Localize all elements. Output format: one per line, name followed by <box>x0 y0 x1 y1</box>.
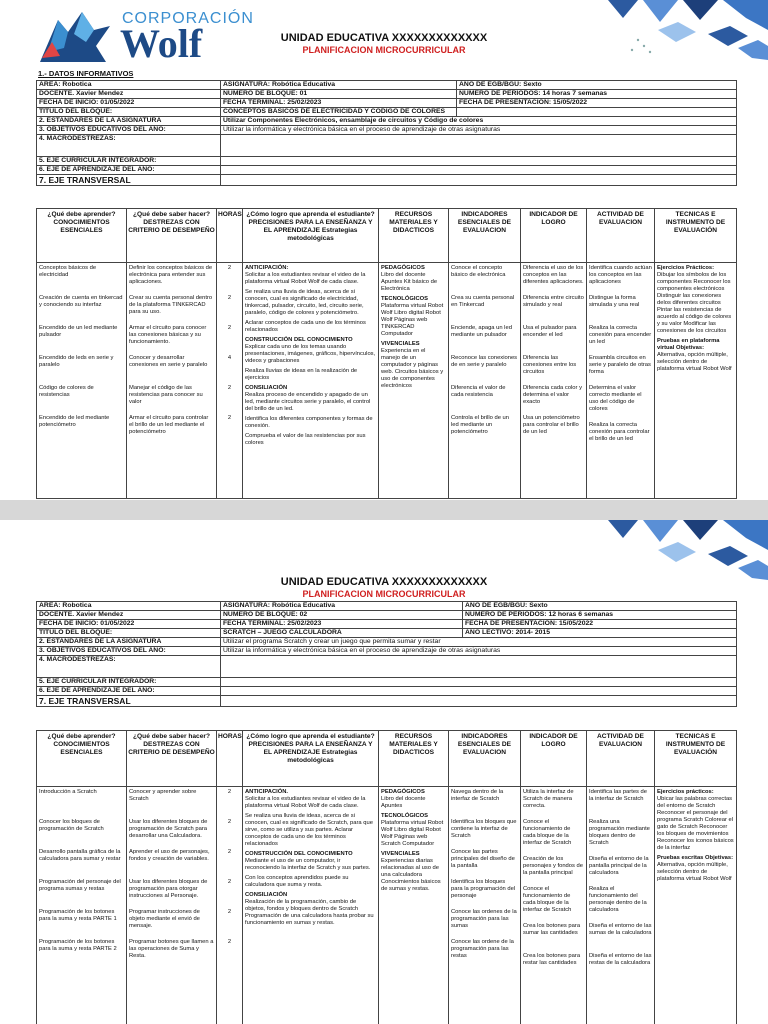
logro-cell <box>521 787 587 1024</box>
header-actividad: ACTIVIDAD DE EVALUACION <box>587 209 655 263</box>
indicadores-cell <box>449 787 521 1024</box>
precisiones-cell <box>243 787 379 1024</box>
list-item: Introducción a Scratch <box>39 789 97 795</box>
section-heading: VIVENCIALES <box>381 851 420 857</box>
estandares-value: Utilizar Componentes Electrónicos, ensamblaje de circuitos y Código de colores <box>221 117 737 126</box>
paragraph: Comprueba el valor de las resistencias por sus colores <box>245 433 366 446</box>
macrodestrezas-label: 4. MACRODESTREZAS: <box>37 135 221 157</box>
list-item: Navega dentro de la interfaz de Scratch <box>451 789 504 802</box>
header-recursos: RECURSOS MATERIALES Y DIDACTICOS <box>379 209 449 263</box>
bloque-cell: NÚMERO DE BLOQUE: 01 <box>221 90 457 99</box>
eje-integrador-label: 5. EJE CURRICULAR INTEGRADOR: <box>37 157 221 166</box>
paragraph: Solicitar a los estudiantes revisar el video de la plataforma virtual Robot Wolf de cada clase. <box>245 796 366 809</box>
paragraph: Realiza proceso de encendido y apagado de un led, mediante circuitos serie y paralelo, el control del brillo de un led. <box>245 392 371 412</box>
paragraph: Alternativa, opción múltiple, selección dentro de plataforma virtual Robot Wolf <box>657 352 732 372</box>
paragraph: Solicitar a los estudiantes revisar el video de la plataforma virtual Robot Wolf de cada clase. <box>245 272 366 285</box>
destrezas-cell <box>127 787 217 1024</box>
list-item: Utiliza la interfaz de Scratch de manera correcta. <box>523 789 574 809</box>
datos-informativos-label: 1.- DATOS INFORMATIVOS <box>38 69 134 78</box>
eje-integrador-value <box>221 678 737 687</box>
paragraph: Realización de la programación, cambio de objetos, fondos y bloques dentro de Scratch Programación de una calculadora hasta probar su funcionamiento en sumas y restas. <box>245 899 374 926</box>
section-heading: Ejercicios Prácticos: <box>657 265 715 271</box>
list-item: Diseña el entorno de las restas de la calculadora <box>589 953 652 966</box>
macrodestrezas-value <box>221 135 737 157</box>
list-item: Crea los botones para restar las cantidades <box>523 953 581 966</box>
objetivos-value: Utilizar la informática y electrónica básica en el proceso de aprendizaje de otras asignaturas <box>221 647 737 656</box>
section-heading: CONSTRUCCIÓN DEL CONOCIMIENTO <box>245 851 353 857</box>
header-precisiones: ¿Cómo logro que aprenda el estudiante? PRECISIONES PARA LA ENSEÑANZA Y EL APRENDIZAJE Estrategias metodológicas <box>243 209 379 263</box>
eje-transversal-value <box>221 175 737 186</box>
planning-subtitle: PLANIFICACION MICROCURRICULAR <box>302 589 466 599</box>
indicadores-cell <box>449 263 521 499</box>
tecnicas-cell <box>655 263 737 499</box>
list-item: Diferencia el uso de los conceptos en las diferentes aplicaciones. <box>523 265 584 285</box>
hours-value: 2 <box>227 325 232 331</box>
paragraph: Plataforma virtual Robot Wolf Libro digital Robot Wolf Páginas web Scratch Computador <box>381 820 444 847</box>
list-item: Identifica los bloques para la programación del personaje <box>451 879 516 899</box>
header-horas: HORAS <box>217 731 243 787</box>
hours-value: 2 <box>227 819 232 825</box>
info-table <box>36 80 737 186</box>
list-item: Determina el valor correcto mediante el uso del código de colores <box>589 385 642 412</box>
header-precisiones: ¿Cómo logro que aprenda el estudiante? PRECISIONES PARA LA ENSEÑANZA Y EL APRENDIZAJE Estrategias metodológicas <box>243 731 379 787</box>
presentacion-cell: FECHA DE PRESENTACIÓN: 15/05/2022 <box>463 620 737 629</box>
list-item: Armar el circuito para controlar el brillo de un led mediante el potenciómetro <box>129 415 209 435</box>
list-item: Armar el circuito para conocer las conexiones básicas y su funcionamiento. <box>129 325 207 345</box>
header-conocimientos: ¿Qué debe aprender? CONOCIMIENTOS ESENCIALES <box>37 209 127 263</box>
list-item: Creación de cuenta en tinkercad y conociendo su interfaz <box>39 295 123 308</box>
header-actividad: ACTIVIDAD DE EVALUACION <box>587 731 655 787</box>
list-item: Crear su cuenta personal dentro de la plataforma TINKERCAD para su uso. <box>129 295 213 315</box>
list-item: Usa el pulsador para encender el led <box>523 325 577 338</box>
list-item: Creación de los personajes y fondos de la pantalla principal <box>523 856 583 876</box>
area-cell: AREA: Robotica <box>37 602 221 611</box>
section-heading: Ejercicios prácticos: <box>657 789 714 795</box>
list-item: Código de colores de resistencias <box>39 385 94 398</box>
logro-cell <box>521 263 587 499</box>
list-item: Identifica los bloques que contiene la interfaz de Scratch <box>451 819 517 839</box>
logo-wolf-text: Wolf <box>120 21 203 66</box>
anio-cell: AÑO DE EGB/BGU: Sexto <box>463 602 737 611</box>
list-item: Crea los botones para sumar las cantidades <box>523 923 581 936</box>
list-item: Enciende, apaga un led mediante un pulsador <box>451 325 512 338</box>
header-tecnicas: TECNICAS E INSTRUMENTO DE EVALUACIÓN <box>655 209 737 263</box>
extra-cell <box>457 108 737 117</box>
list-item: Diferencia entre circuito simulado y real <box>523 295 584 308</box>
list-item: Conocer y desarrollar conexiones en serie y paralelo <box>129 355 208 368</box>
section-heading: Pruebas escritas Objetivas: <box>657 855 734 861</box>
conocimientos-cell <box>37 787 127 1024</box>
paragraph: Identifica los diferentes componentes y formas de conexión. <box>245 416 373 429</box>
estandares-label: 2. ESTANDARES DE LA ASIGNATURA <box>37 117 221 126</box>
list-item: Conoce las partes principales del diseño de la pantalla <box>451 849 515 869</box>
header-indicadores: INDICADORES ESENCIALES DE EVALUACION <box>449 731 521 787</box>
list-item: Conoce las ordenes de la programación para las sumas <box>451 909 517 929</box>
hours-value: 4 <box>227 355 232 361</box>
hours-value: 2 <box>227 909 232 915</box>
paragraph: Dibujar los símbolos de los componentes Reconocer los componentes electrónicos Distinguir las conexiones delos diferentes circuitos Pintar las resistencias de acuerdo al código de colores y su valor Modificar las conexiones de los circuitos <box>657 272 732 334</box>
planning-table <box>36 208 737 499</box>
asignatura-cell: ASIGNATURA: Robótica Educativa <box>221 602 463 611</box>
hours-value: 2 <box>227 789 232 795</box>
eje-aprendizaje-value <box>221 687 737 696</box>
header-indicadores: INDICADORES ESENCIALES DE EVALUACION <box>449 209 521 263</box>
list-item: Realiza la correcta conexión para encender un led <box>589 325 652 345</box>
paragraph: Se realiza una lluvia de ideas, acerca de si conocen, cual es significado de electricidad, tinkercad, pulsador, circuito, led, circuito serie, paralelo, código de colores y potenciómetro. <box>245 289 364 316</box>
section-heading: CONSTRUCCIÓN DEL CONOCIMIENTO <box>245 337 353 343</box>
list-item: Programación del personaje del programa sumas y restas <box>39 879 121 892</box>
header-destrezas: ¿Qué debe saber hacer? DESTREZAS CON CRITERIO DE DESEMPEÑO <box>127 731 217 787</box>
info-table <box>36 601 737 707</box>
docente-cell: DOCENTE. Xavier Mendez <box>37 90 221 99</box>
section-heading: PEDAGÓGICOS <box>381 789 425 795</box>
actividad-cell <box>587 263 655 499</box>
estandares-value: Utilizar el programa Scratch y crear un juego que permita sumar y restar <box>221 638 737 647</box>
inicio-cell: FECHA DE INICIO: 01/05/2022 <box>37 620 221 629</box>
section-heading: TECNOLÓGICOS <box>381 296 429 302</box>
paragraph: Aclarar conceptos de cada uno de los términos relacionados <box>245 320 366 333</box>
header-horas: HORAS <box>217 209 243 263</box>
list-item: Diferencia el valor de cada resistencia <box>451 385 506 398</box>
bloque-cell: NÚMERO DE BLOQUE: 02 <box>221 611 463 620</box>
planning-subtitle: PLANIFICACION MICROCURRICULAR <box>302 45 466 55</box>
asignatura-cell: ASIGNATURA: Robótica Educativa <box>221 81 457 90</box>
list-item: Definir los conceptos básicos de electrónica para entender sus aplicaciones. <box>129 265 213 285</box>
eje-integrador-label: 5. EJE CURRICULAR INTEGRADOR: <box>37 678 221 687</box>
school-title: UNIDAD EDUCATIVA XXXXXXXXXXXXX <box>280 32 488 44</box>
inicio-cell: FECHA DE INICIO: 01/05/2022 <box>37 99 221 108</box>
list-item: Encendido de un led mediante pulsador <box>39 325 118 338</box>
estandares-label: 2. ESTANDARES DE LA ASIGNATURA <box>37 638 221 647</box>
recursos-cell <box>379 263 449 499</box>
tecnicas-cell <box>655 787 737 1024</box>
paragraph: Experiencia en el manejo de un computador y páginas web. Circuitos básicos y uso de componentes electrónicos <box>381 348 444 389</box>
header-logro: INDICADOR DE LOGRO <box>521 209 587 263</box>
eje-aprendizaje-value <box>221 166 737 175</box>
actividad-cell <box>587 787 655 1024</box>
section-heading: ANTICIPACIÓN: <box>245 265 289 271</box>
page-separator <box>0 500 768 520</box>
paragraph: Realiza lluvias de ideas en la realización de ejercicios <box>245 368 358 381</box>
paragraph: Libro del docente Apuntes Kit básico de Electrónica <box>381 272 438 292</box>
paragraph: Con los conceptos aprendidos puede su calculadora que suma y resta. <box>245 875 349 888</box>
eje-transversal-label: 7. EJE TRANSVERSAL <box>37 696 221 707</box>
objetivos-label: 3. OBJETIVOS EDUCATIVOS DEL AÑO: <box>37 126 221 135</box>
list-item: Distingue la forma simulada y una real <box>589 295 640 308</box>
list-item: Identifica las partes de la interfaz de Scratch <box>589 789 648 802</box>
paragraph: Mediante el uso de un computador, ir reconociendo la interfaz de Scratch y sus partes. <box>245 858 371 871</box>
titulo-label: TÍTULO DEL BLOQUE: <box>37 629 221 638</box>
list-item: Conoce las ordene de la programación para las restas <box>451 939 514 959</box>
header-destrezas: ¿Qué debe saber hacer? DESTREZAS CON CRITERIO DE DESEMPEÑO <box>127 209 217 263</box>
docente-cell: DOCENTE. Xavier Mendez <box>37 611 221 620</box>
list-item: Crea su cuenta personal en Tinkercad <box>451 295 515 308</box>
section-heading: TECNOLÓGICOS <box>381 813 429 819</box>
list-item: Encendido de led mediante potenciómetro <box>39 415 110 428</box>
list-item: Realiza una programación mediante bloques dentro de Scratch <box>589 819 650 846</box>
objetivos-label: 3. OBJETIVOS EDUCATIVOS DEL AÑO: <box>37 647 221 656</box>
list-item: Programar botones que llamen a las operaciones de Suma y Resta. <box>129 939 214 959</box>
list-item: Usar los diferentes bloques de programación de Scratch para desarrollar una Calculadora. <box>129 819 208 839</box>
periodos-cell: NÚMERO DE PERIODOS: 12 horas 6 semanas <box>463 611 737 620</box>
list-item: Diferencia cada color y determina el valor exacto <box>523 385 582 405</box>
horas-cell <box>217 787 243 1024</box>
recursos-cell <box>379 787 449 1024</box>
paragraph: Se realiza una lluvia de ideas, acerca de si conocen, cual es significado de Scratch, para que sirve, como se utiliza y sus partes. Aclarar conceptos de cada uno de los términos relacionados <box>245 813 373 847</box>
paragraph: Ubicar las palabras correctas del entorno de Scratch Reconocer el personaje del programa Scratch Colorear el gato de Scratch Reconocer los bloques de movimientos Reconocer los iconos básicos de la interfaz <box>657 796 734 851</box>
precisiones-cell <box>243 263 379 499</box>
school-title: UNIDAD EDUCATIVA XXXXXXXXXXXXX <box>280 576 488 588</box>
eje-aprendizaje-label: 6. EJE DE APRENDIZAJE DEL AÑO: <box>37 687 221 696</box>
hours-value: 2 <box>227 879 232 885</box>
section-heading: ANTICIPACIÓN. <box>245 789 289 795</box>
planning-page-1 <box>0 0 768 500</box>
hours-value: 2 <box>227 849 232 855</box>
anio-cell: AÑO DE EGB/BGU: Sexto <box>457 81 737 90</box>
header-logro: INDICADOR DE LOGRO <box>521 731 587 787</box>
paragraph: Alternativa, opción múltiple, selección dentro de plataforma virtual Robot Wolf <box>657 862 732 882</box>
list-item: Conoce el funcionamiento de cada bloque de la interfaz de Scratch <box>523 886 572 913</box>
list-item: Diferencia las conexiones entre los circuitos <box>523 355 577 375</box>
list-item: Ensambla circuitos en serie y paralelo de otras forma <box>589 355 651 375</box>
planning-table <box>36 730 737 1024</box>
objetivos-value: Utilizar la informática y electrónica básica en el proceso de aprendizaje de otras asignaturas <box>221 126 737 135</box>
terminal-cell: FECHA TERMINAL: 25/02/2023 <box>221 99 457 108</box>
hours-value: 2 <box>227 415 232 421</box>
section-heading: CONSILIACIÓN <box>245 385 288 391</box>
list-item: Usa un potenciómetro para controlar el brillo de un led <box>523 415 580 435</box>
header-tecnicas: TECNICAS E INSTRUMENTO DE EVALUACIÓN <box>655 731 737 787</box>
list-item: Usar los diferentes bloques de programación para otorgar instrucciones al Personaje. <box>129 879 208 899</box>
hours-value: 2 <box>227 265 232 271</box>
list-item: Reconoce las conexiones de en serie y paralelo <box>451 355 518 368</box>
hours-value: 2 <box>227 939 232 945</box>
periodos-cell: NÚMERO DE PERIODOS: 14 horas 7 semanas <box>457 90 737 99</box>
paragraph: Libro del docente Apuntes <box>381 796 426 809</box>
hours-value: 2 <box>227 385 232 391</box>
paragraph: Plataforma virtual Robot Wolf Libro digital Robot Wolf Páginas web TINKERCAD Computador <box>381 303 444 337</box>
anio-lectivo-cell: AÑO LECTIVO: 2014- 2015 <box>463 629 737 638</box>
titulo-label: TÍTULO DEL BLOQUE: <box>37 108 221 117</box>
eje-integrador-value <box>221 157 737 166</box>
conocimientos-cell <box>37 263 127 499</box>
logo-corp-text: CORPORACIÓN <box>122 10 254 27</box>
list-item: Conceptos básicos de electricidad <box>39 265 97 278</box>
list-item: Realiza el funcionamiento del personaje dentro de la calculadora <box>589 886 647 913</box>
eje-transversal-value <box>221 696 737 707</box>
list-item: Programación de los botones para la suma y resta PARTE 2 <box>39 939 117 952</box>
list-item: Conoce el concepto básico de electrónica <box>451 265 506 278</box>
section-heading: VIVENCIALES <box>381 341 420 347</box>
paragraph: Experiencias diarias relacionadas al uso de una calculadora Conocimientos básicos de sumas y restas. <box>381 858 441 892</box>
list-item: Manejar el código de las resistencias para conocer su valor <box>129 385 203 405</box>
list-item: Conocer y aprender sobre Scratch <box>129 789 197 802</box>
list-item: Encendido de leds en serie y paralelo <box>39 355 114 368</box>
section-heading: Pruebas en plataforma virtual Objetivas: <box>657 338 720 351</box>
destrezas-cell <box>127 263 217 499</box>
titulo-value: CONCEPTOS BÁSICOS DE ELECTRICIDAD Y CODIGO DE COLORES <box>221 108 457 117</box>
list-item: Desarrollo pantalla gráfica de la calculadora para sumar y restar <box>39 849 121 862</box>
list-item: Realiza la correcta conexión para controlar el brillo de un led <box>589 422 650 442</box>
terminal-cell: FECHA TERMINAL: 25/02/2023 <box>221 620 463 629</box>
header-conocimientos: ¿Qué debe aprender? CONOCIMIENTOS ESENCIALES <box>37 731 127 787</box>
list-item: Diseña el entorno de las sumas de la calculadora <box>589 923 652 936</box>
planning-page-2 <box>0 520 768 1024</box>
presentacion-cell: FECHA DE PRESENTACIÓN: 15/05/2022 <box>457 99 737 108</box>
titulo-value: SCRATCH – JUEGO CALCULADORA <box>221 629 463 638</box>
paragraph: Explicar cada uno de los temas usando presentaciones, imágenes, gráficos, hipervínculos, videos y grabaciones <box>245 344 376 364</box>
list-item: Conocer los bloques de programación de Scratch <box>39 819 104 832</box>
horas-cell <box>217 263 243 499</box>
list-item: Identifica cuando actúan los conceptos en las aplicaciones <box>589 265 652 285</box>
eje-aprendizaje-label: 6. EJE DE APRENDIZAJE DEL AÑO: <box>37 166 221 175</box>
hours-value: 2 <box>227 295 232 301</box>
list-item: Programar instrucciones de objeto mediante el envió de mensaje. <box>129 909 200 929</box>
area-cell: AREA: Robotica <box>37 81 221 90</box>
list-item: Aprender el uso de personajes, fondos y creación de variables. <box>129 849 210 862</box>
list-item: Controla el brillo de un led mediante un potenciómetro <box>451 415 510 435</box>
list-item: Conoce el funcionamiento de cada bloque de la interfaz de Scratch <box>523 819 572 846</box>
section-heading: CONSILIACIÓN <box>245 892 288 898</box>
macrodestrezas-label: 4. MACRODESTREZAS: <box>37 656 221 678</box>
list-item: Programación de los botones para la suma y resta PARTE 1 <box>39 909 117 922</box>
macrodestrezas-value <box>221 656 737 678</box>
list-item: Diseña el entorno de la pantalla principal de la calculadora <box>589 856 649 876</box>
section-heading: PEDAGÓGICOS <box>381 265 425 271</box>
header-recursos: RECURSOS MATERIALES Y DIDACTICOS <box>379 731 449 787</box>
eje-transversal-label: 7. EJE TRANSVERSAL <box>37 175 221 186</box>
